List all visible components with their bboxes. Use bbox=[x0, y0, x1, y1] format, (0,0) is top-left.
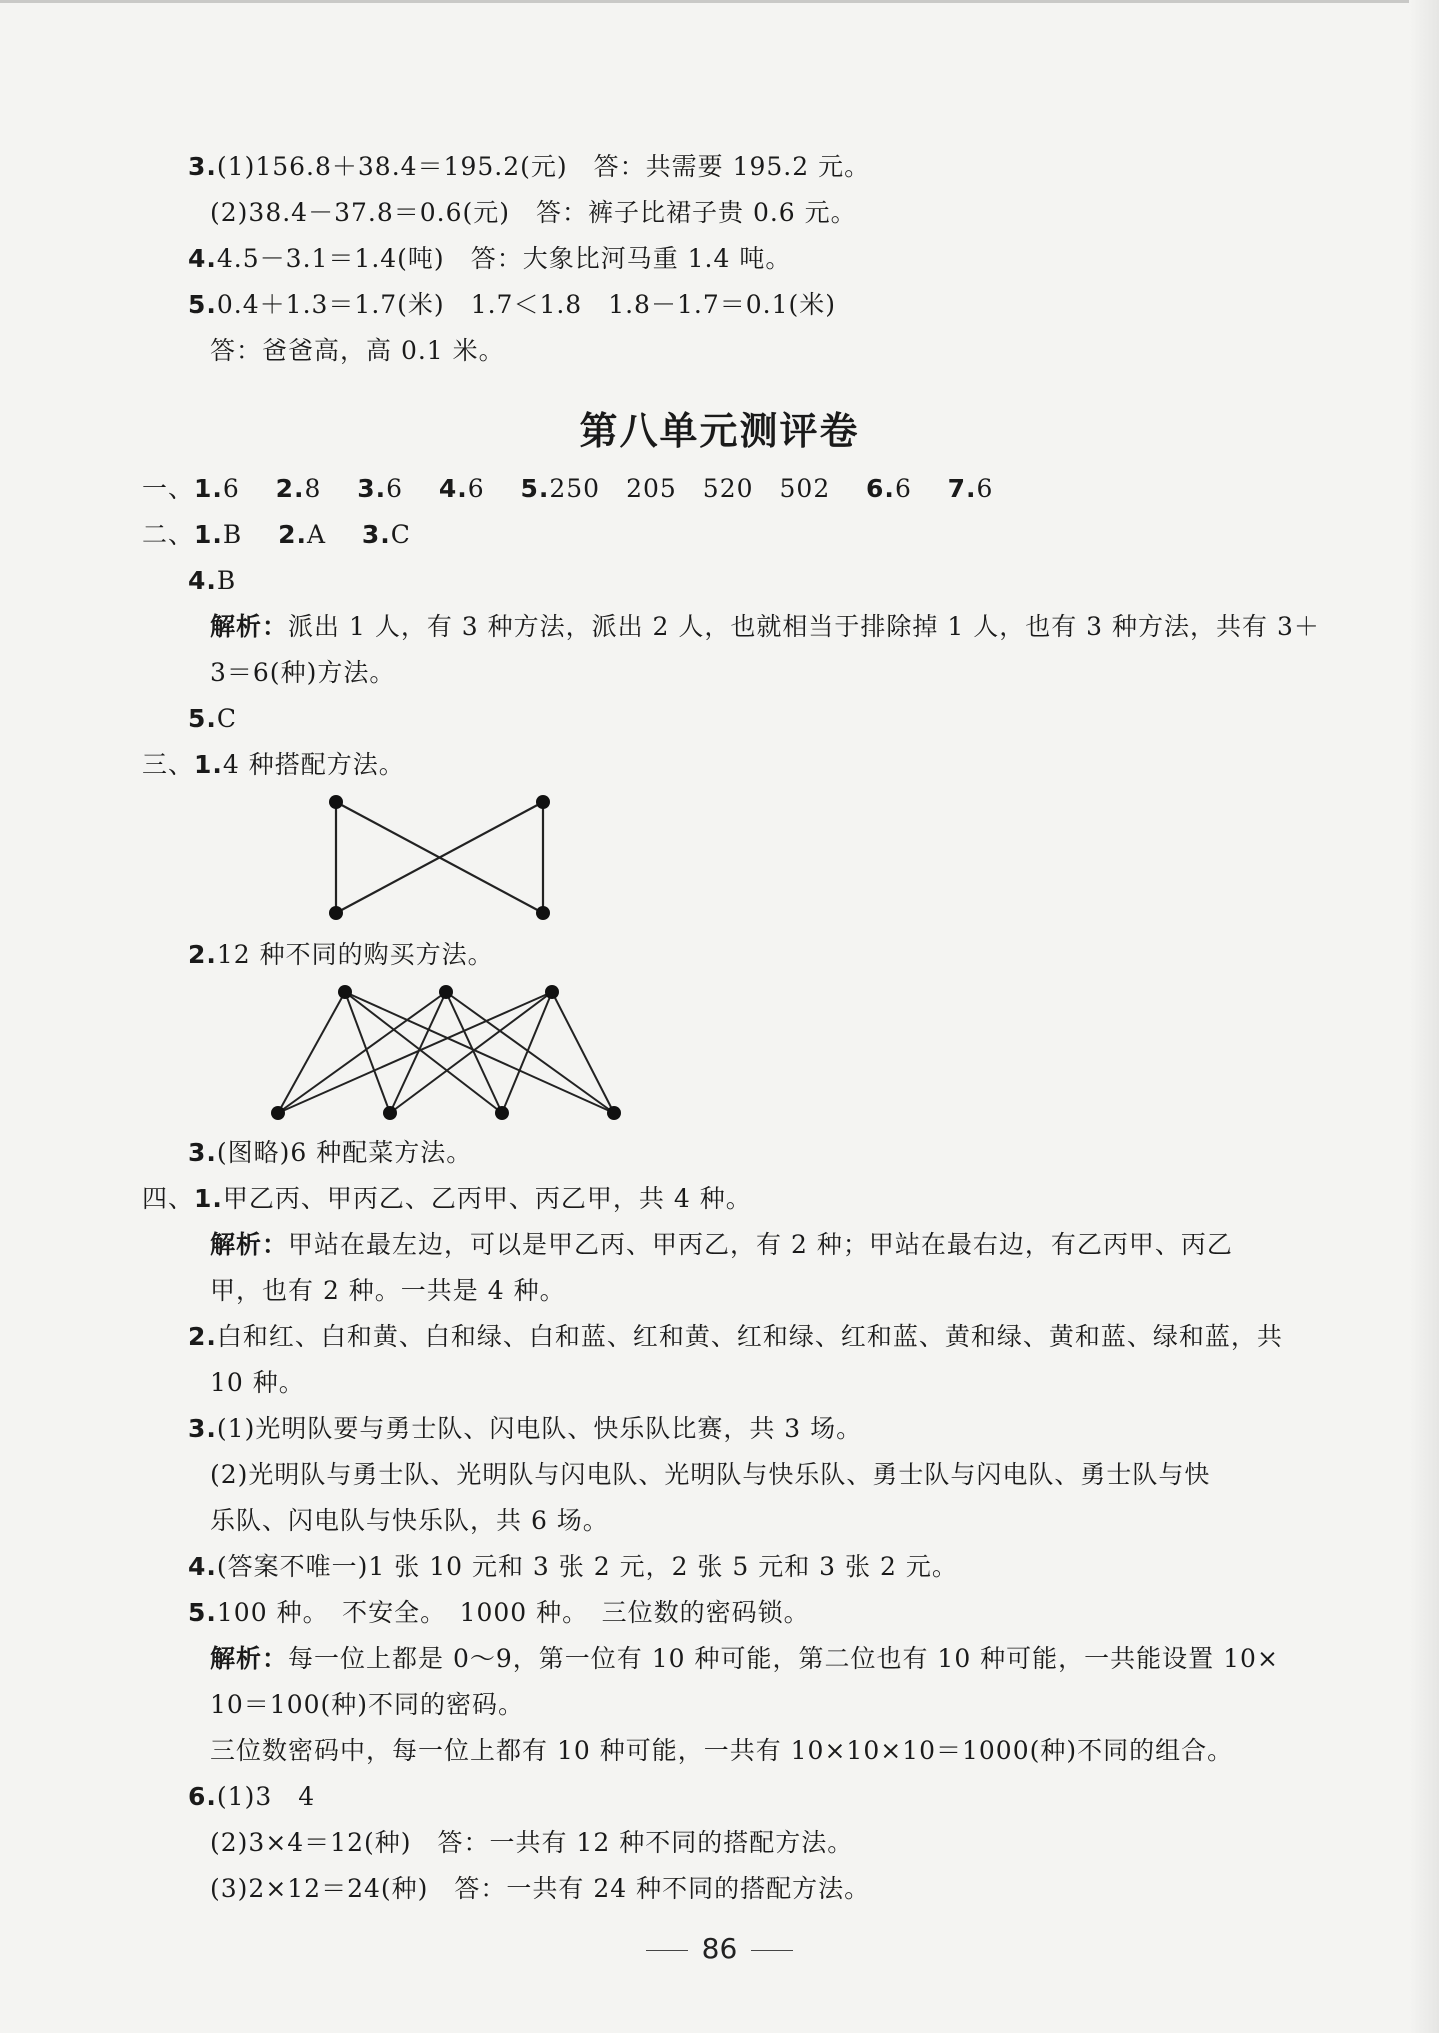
section-one: 一、1.6 2.8 3.6 4.6 5.250 205 520 502 6.6 7.6 bbox=[142, 474, 994, 503]
section-three: 三、1.4 种搭配方法。 bbox=[142, 750, 405, 779]
analysis-line: 甲，也有 2 种。一共是 4 种。 bbox=[210, 1276, 566, 1305]
section-four: 四、1.甲乙丙、甲丙乙、乙丙甲、丙乙甲，共 4 种。 bbox=[142, 1184, 752, 1213]
answer-line: 3.(图略)6 种配菜方法。 bbox=[188, 1138, 473, 1167]
answer-line: 3.(1)156.8＋38.4＝195.2(元) 答：共需要 195.2 元。 bbox=[188, 152, 871, 181]
section-title: 第八单元测评卷 bbox=[579, 409, 860, 453]
answer-line: 2.12 种不同的购买方法。 bbox=[188, 940, 494, 969]
answer-line: 2.白和红、白和黄、白和绿、白和蓝、红和黄、红和绿、红和蓝、黄和绿、黄和蓝、绿和蓝，共 bbox=[188, 1322, 1283, 1351]
answer-line: 3.(1)光明队要与勇士队、闪电队、快乐队比赛，共 3 场。 bbox=[188, 1414, 863, 1443]
diagram-two bbox=[278, 992, 614, 1113]
answer-line: (2)光明队与勇士队、光明队与闪电队、光明队与快乐队、勇士队与闪电队、勇士队与快 bbox=[210, 1460, 1211, 1489]
analysis-line: 解析：派出 1 人，有 3 种方法，派出 2 人，也就相当于排除掉 1 人，也有 3 种方法，共有 3＋ bbox=[210, 612, 1320, 641]
section-two: 二、1.B 2.A 3.C bbox=[142, 520, 411, 549]
answer-line: 乐队、闪电队与快乐队，共 6 场。 bbox=[210, 1506, 609, 1535]
answer-line: 答：爸爸高，高 0.1 米。 bbox=[210, 336, 505, 365]
diagram-one bbox=[336, 802, 543, 913]
answer-line: 6.(1)3 4 bbox=[188, 1782, 316, 1811]
answer-line: 4.4.5－3.1＝1.4(吨) 答：大象比河马重 1.4 吨。 bbox=[188, 244, 792, 273]
analysis-line: 解析：每一位上都是 0～9，第一位有 10 种可能，第二位也有 10 种可能，一共能设置 10× bbox=[210, 1644, 1279, 1673]
page-number: 86 bbox=[0, 1932, 1439, 1965]
analysis-line: 解析：甲站在最左边，可以是甲乙丙、甲丙乙，有 2 种；甲站在最右边，有乙丙甲、丙乙 bbox=[210, 1230, 1233, 1259]
answer-line: 5.0.4＋1.3＝1.7(米) 1.7＜1.8 1.8－1.7＝0.1(米) bbox=[188, 290, 836, 319]
analysis-line: 10＝100(种)不同的密码。 bbox=[210, 1690, 525, 1719]
answer-line: (2)38.4－37.8＝0.6(元) 答：裤子比裙子贵 0.6 元。 bbox=[210, 198, 857, 227]
answer-line: (2)3×4＝12(种) 答：一共有 12 种不同的搭配方法。 bbox=[210, 1828, 854, 1857]
analysis-line: 三位数密码中，每一位上都有 10 种可能，一共有 10×10×10＝1000(种)不同的组合。 bbox=[210, 1736, 1234, 1765]
answer-line: 5.C bbox=[188, 704, 238, 733]
answer-line: 4.B bbox=[188, 566, 237, 595]
analysis-line: 3＝6(种)方法。 bbox=[210, 658, 396, 687]
answer-line: 4.(答案不唯一)1 张 10 元和 3 张 2 元，2 张 5 元和 3 张 2 元。 bbox=[188, 1552, 958, 1581]
answer-line: 5.100 种。 不安全。 1000 种。 三位数的密码锁。 bbox=[188, 1598, 810, 1627]
answer-line: (3)2×12＝24(种) 答：一共有 24 种不同的搭配方法。 bbox=[210, 1874, 871, 1903]
answer-line: 10 种。 bbox=[210, 1368, 305, 1397]
